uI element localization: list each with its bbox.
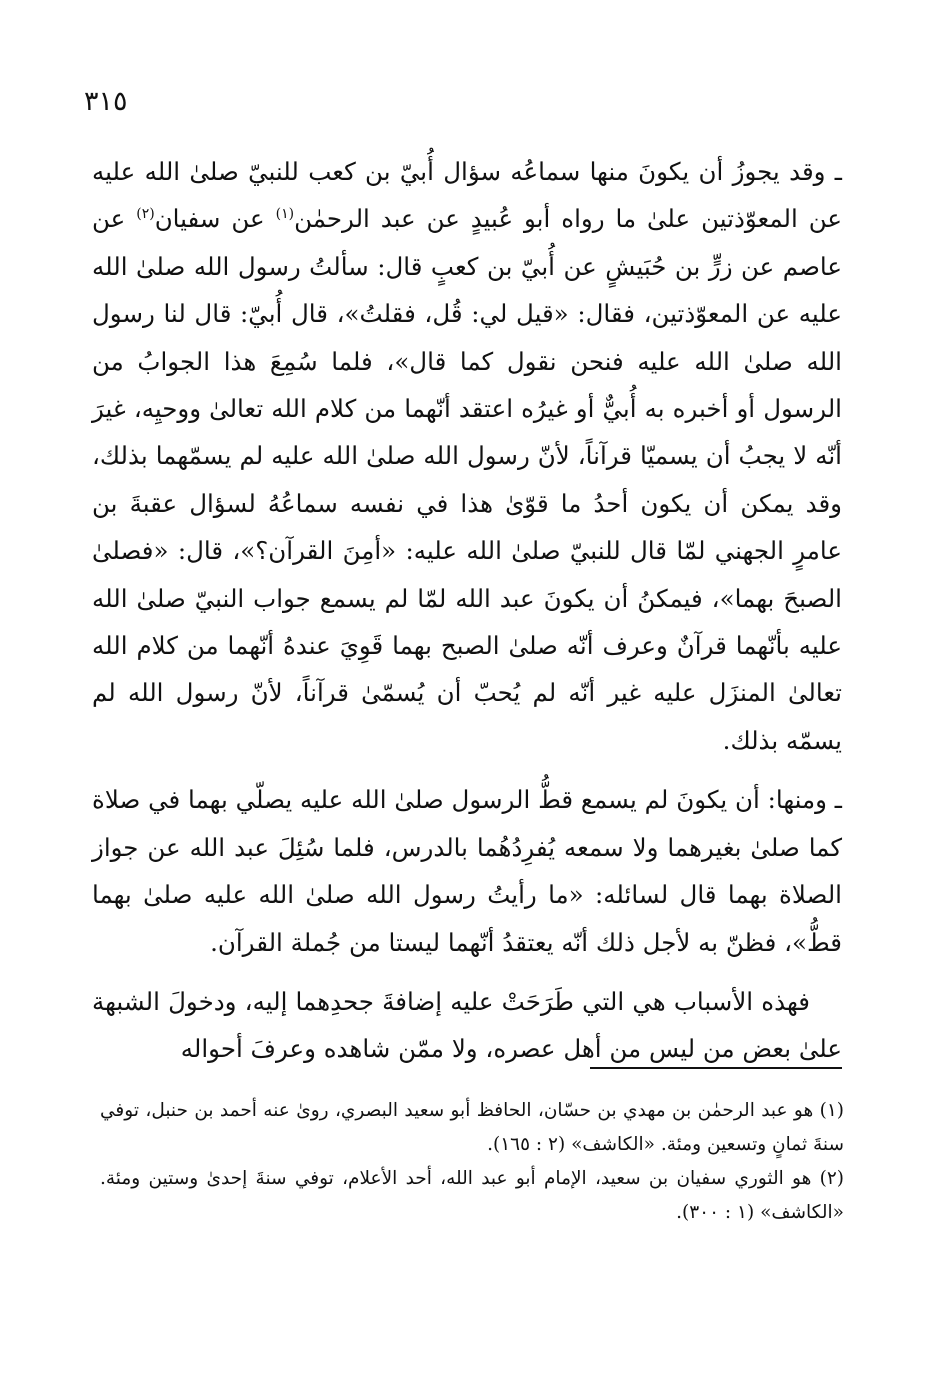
paragraph-2: ـ ومنها: أن يكونَ لم يسمع قطُّ الرسول صلىٰ الله عليه يصلّي بهما في صلاة كما صلىٰ بغيرهما ولا سمعه يُفرِدُهُما بالدرس، فلما سُئِلَ عبد الله عن جواز الصلاة بهما قال لسائله: «ما رأيتُ رسول الله صلىٰ الله عليه صلىٰ بهما قطُّ»، فظنّ به لأجل ذلك أنّه يعتقدُ أنّهما ليستا من جُملة القرآن. (92, 785, 842, 957)
paragraph-1 (92, 148, 842, 764)
footnote-1: (١) هو عبد الرحمٰن بن مهدي بن حسّان، الحافظ أبو سعيد البصري، روىٰ عنه أحمد بن حنبل، توفي سنةَ ثمانٍ وتسعين ومئة. «الكاشف» (٢ : ١٦٥). (100, 1100, 844, 1155)
paragraph-1-part-2: عن سفيان (154, 204, 276, 234)
paragraph-1-part-1: ـ وقد يجوزُ أن يكونَ منها سماعُه سؤال أُبيّ بن كعب للنبيّ صلىٰ الله عليه عن المعوّذتين علىٰ ما رواه أبو عُبيدٍ عن عبد الرحمٰن (92, 157, 843, 234)
footnote-ref-1: (١) (275, 206, 295, 223)
footnotes (100, 1094, 844, 1230)
footnote-2: (٢) هو الثوري سفيان بن سعيد، الإمام أبو عبد الله، أحد الأعلام، توفي سنةَ إحدىٰ وستين ومئة. «الكاشف» (١ : ٣٠٠). (100, 1168, 844, 1223)
footnote-ref-2: (٢) (136, 206, 155, 223)
page-number: ٣١٥ (84, 86, 128, 117)
footnote-divider (590, 1067, 842, 1069)
paragraph-3: فهذه الأسباب هي التي طَرَحَتْ عليه إضافةَ جحدِهما إليه، ودخولَ الشبهة علىٰ بعض من ليس من أهل عصره، ولا ممّن شاهده وعرفَ أحواله (92, 986, 842, 1064)
paragraph-1-part-3: عن عاصم عن زرٍّ بن حُبَيشٍ عن أُبيّ بن كعبٍ قال: سألتُ رسول الله صلىٰ الله عليه عن المعوّذتين، فقال: «قيل لي: قُل، فقلتُ»، قال أُبيّ: قال لنا رسول الله صلىٰ الله عليه فنحن نقول كما قال»، فلما سُمِعَ هذا الجوابُ من الرسول أو أخبره به أُبيٌّ أو غيرُه اعتقد أنّهما من كلام الله تعالىٰ ووحيِه، غيرَ أنّه لا يجبُ أن يسميّا قرآناً، لأنّ رسول الله صلىٰ الله عليه لم يسمّهما بذلك، وقد يمكن أن يكون أحدُ ما قوّىٰ هذا في نفسه سماعُهُ لسؤال عقبةَ بن عامرٍ الجهني لمّا قال للنبيّ صلىٰ الله عليه: «أمِنَ القرآن؟»، قال: «فصلىٰ الصبحَ بهما»، فيمكنُ أن يكونَ عبد الله لمّا لم يسمع جواب النبيّ صلىٰ الله عليه بأنّهما قرآنٌ وعرف أنّه صلىٰ الصبح بهما قَوِيَ عندهُ أنّهما من كلام الله تعالىٰ المنزَل عليه غير أنّه لم يُحبّ أن يُسمّىٰ قرآناً، لأنّ رسول الله لم يسمّه بذلك. (92, 204, 842, 755)
main-text (92, 148, 842, 1073)
